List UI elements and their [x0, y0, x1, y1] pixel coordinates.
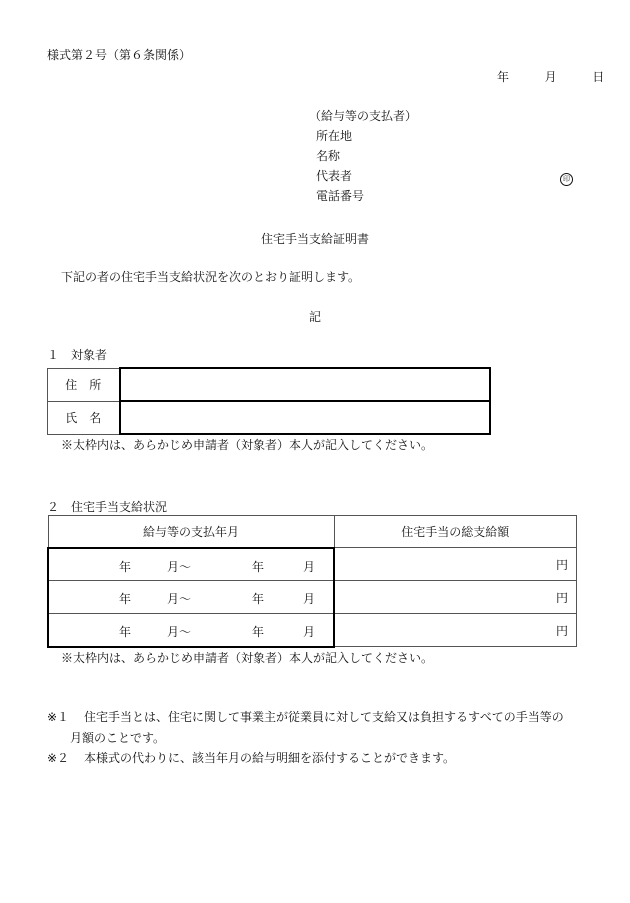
- total-amount-field[interactable]: 円: [334, 581, 577, 614]
- subject-name-label: 氏 名: [48, 401, 120, 434]
- footnote1-marker: ※１: [47, 710, 70, 724]
- allowance-table: [47, 515, 577, 648]
- footnote1-line2: 月額のことです。: [70, 731, 166, 745]
- section1-heading: １ 対象者: [47, 348, 108, 362]
- period-field[interactable]: 年 月～ 年 月: [48, 548, 334, 581]
- total-amount-field[interactable]: 円: [334, 548, 577, 581]
- allowance-row: [48, 548, 577, 581]
- total-amount-field[interactable]: 円: [334, 614, 577, 647]
- subject-address-field[interactable]: [120, 368, 491, 401]
- period-field[interactable]: 年 月～ 年 月: [48, 614, 334, 647]
- issue-date: [497, 70, 604, 84]
- section2-heading: ２ 住宅手当支給状況: [47, 500, 168, 514]
- date-year-label: 年: [497, 70, 510, 84]
- period-field[interactable]: 年 月～ 年 月: [48, 581, 334, 614]
- payer-heading: （給与等の支払者）: [309, 109, 418, 123]
- intro-text: 下記の者の住宅手当支給状況を次のとおり証明します。: [61, 270, 361, 284]
- date-day-label: 日: [592, 70, 605, 84]
- ki-mark: 記: [308, 310, 321, 324]
- total-column-header: 住宅手当の総支給額: [334, 516, 577, 548]
- footnote2-marker: ※２: [47, 751, 70, 765]
- date-month-label: 月: [544, 70, 557, 84]
- payer-representative-label: 代表者: [316, 169, 353, 183]
- payer-address-label: 所在地: [316, 129, 353, 143]
- payer-name-label: 名称: [316, 149, 341, 163]
- form-id: 様式第２号（第６条関係）: [47, 48, 192, 62]
- allowance-row: [48, 614, 577, 647]
- section1-note: ※太枠内は、あらかじめ申請者（対象者）本人が記入してください。: [61, 438, 434, 452]
- seal-mark: 印: [560, 170, 573, 186]
- subject-name-field[interactable]: [120, 401, 491, 434]
- subject-table: [47, 367, 491, 435]
- section2-note: ※太枠内は、あらかじめ申請者（対象者）本人が記入してください。: [61, 651, 434, 665]
- period-column-header: 給与等の支払年月: [48, 516, 334, 548]
- footnote2-text: 本様式の代わりに、該当年月の給与明細を添付することができます。: [84, 751, 456, 765]
- footnote1-line1: 住宅手当とは、住宅に関して事業主が従業員に対して支給又は負担するすべての手当等の: [84, 710, 564, 724]
- payer-phone-label: 電話番号: [316, 189, 365, 203]
- subject-address-label: 住 所: [48, 368, 120, 401]
- document-title: 住宅手当支給証明書: [260, 232, 369, 246]
- allowance-row: [48, 581, 577, 614]
